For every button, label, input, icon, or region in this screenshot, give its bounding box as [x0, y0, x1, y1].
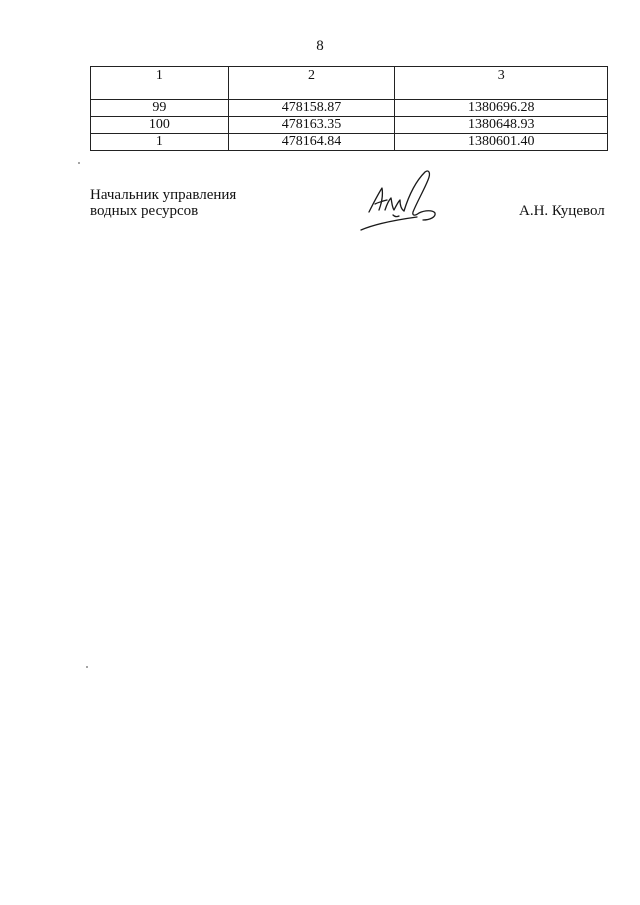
table-row — [91, 117, 608, 134]
column-header-3: 3 — [395, 67, 608, 100]
scan-speck — [78, 162, 80, 164]
page-number: 8 — [316, 38, 324, 54]
table-row — [91, 134, 608, 151]
point-number-cell: 100 — [91, 117, 229, 134]
signer-position-line1: Начальник управления — [90, 187, 237, 203]
x-coordinate-cell: 478163.35 — [228, 117, 395, 134]
signer-name: А.Н. Куцевол — [519, 203, 605, 219]
table-row — [91, 100, 608, 117]
signer-position-line2: водных ресурсов — [90, 203, 199, 219]
column-header-1: 1 — [91, 67, 229, 100]
scan-speck — [86, 666, 88, 668]
x-coordinate-cell: 478158.87 — [228, 100, 395, 117]
table-header-row — [91, 67, 608, 100]
y-coordinate-cell: 1380601.40 — [395, 134, 608, 151]
handwritten-signature — [355, 160, 445, 235]
y-coordinate-cell: 1380696.28 — [395, 100, 608, 117]
y-coordinate-cell: 1380648.93 — [395, 117, 608, 134]
point-number-cell: 1 — [91, 134, 229, 151]
coordinates-table — [90, 66, 608, 151]
column-header-2: 2 — [228, 67, 395, 100]
x-coordinate-cell: 478164.84 — [228, 134, 395, 151]
point-number-cell: 99 — [91, 100, 229, 117]
signer-position — [90, 187, 236, 219]
